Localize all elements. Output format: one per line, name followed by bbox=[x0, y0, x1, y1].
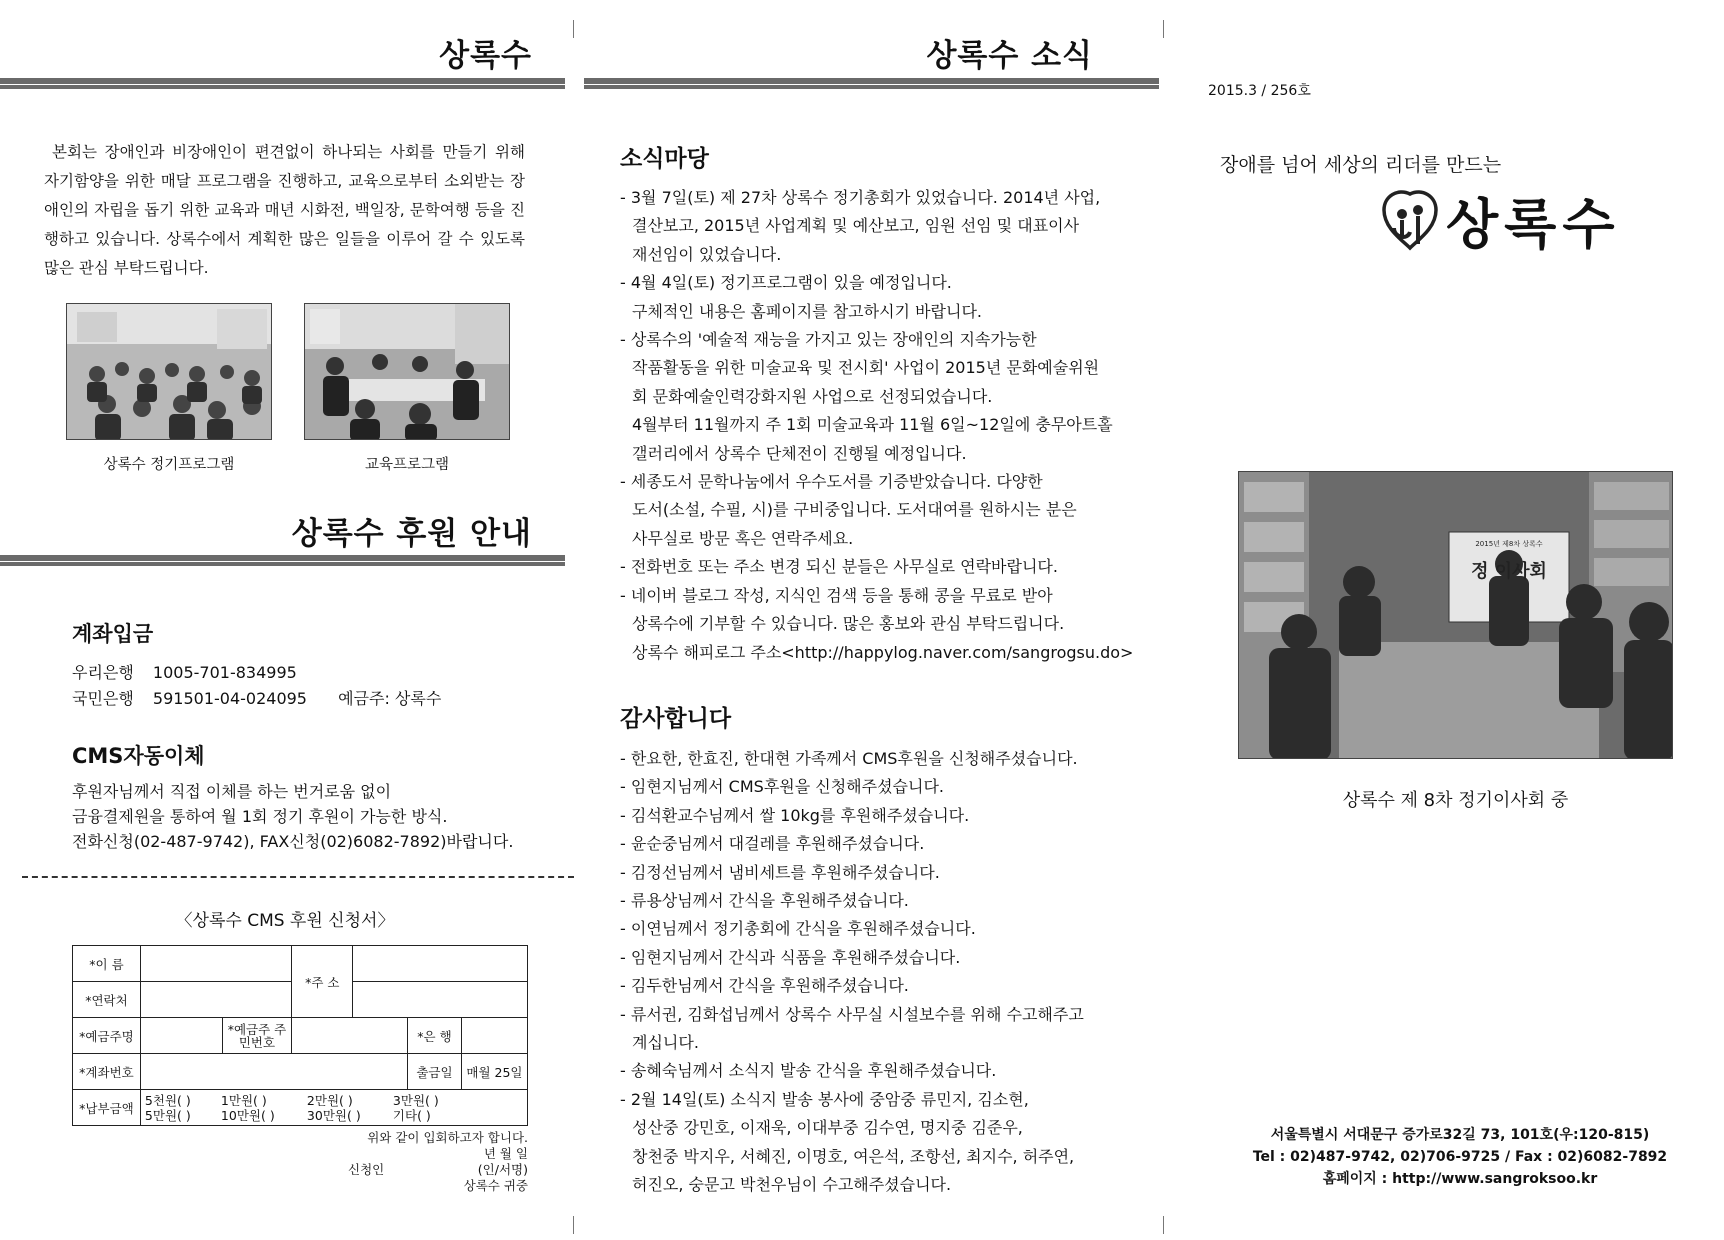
thanks-item: - 이연님께서 정기총회에 간식을 후원해주셨습니다. bbox=[620, 919, 976, 939]
account-row bbox=[72, 686, 441, 709]
meeting-sign: 정 이사회 bbox=[1471, 561, 1547, 582]
form-label: *주 소 bbox=[292, 946, 353, 1018]
amount-option[interactable]: 3만원( ) bbox=[392, 1092, 439, 1108]
form-label: *이 름 bbox=[73, 946, 141, 982]
news-item: 4월부터 11월까지 주 1회 미술교육과 11월 6일~12일에 충무아트홀 bbox=[632, 415, 1113, 435]
withdraw-day: 매월 25일 bbox=[461, 1054, 527, 1090]
sign-line: 상록수 귀중 bbox=[463, 1178, 528, 1193]
cms-line: 후원자님께서 직접 이체를 하는 번거로움 없이 bbox=[72, 782, 392, 801]
bank-field[interactable] bbox=[461, 1018, 527, 1054]
contact-field[interactable] bbox=[140, 982, 291, 1018]
panel-title: 상록수 소식 bbox=[926, 38, 1093, 74]
amount-option[interactable]: 5천원( ) bbox=[144, 1092, 191, 1108]
thanks-item: - 류서권, 김화섭님께서 상록수 사무실 시설보수를 위해 수고해주고 bbox=[620, 1004, 1084, 1024]
thanks-item: - 김석환교수님께서 쌀 10kg를 후원해주셨습니다. bbox=[620, 805, 970, 825]
cms-heading: CMS자동이체 bbox=[72, 744, 205, 768]
photo-image bbox=[305, 304, 510, 440]
thanks-item: - 윤순중님께서 대걸레를 후원해주셨습니다. bbox=[620, 834, 925, 854]
account-number: 1005-701-834995 bbox=[152, 663, 297, 682]
photo-caption: 상록수 제 8차 정기이사회 중 bbox=[1342, 790, 1569, 811]
thanks-item: 창천중 박지우, 서혜진, 이명호, 여은석, 조항선, 최지수, 허주연, bbox=[632, 1146, 1075, 1166]
photo-board-meeting bbox=[1238, 471, 1673, 759]
form-label: 출금일 bbox=[407, 1054, 461, 1090]
address-field-2[interactable] bbox=[353, 982, 528, 1018]
thanks-item: 허진오, 숭문고 박천우님이 수고해주셨습니다. bbox=[632, 1175, 952, 1195]
news-item: - 3월 7일(토) 제 27차 상록수 정기총회가 있었습니다. 2014년 사업, bbox=[620, 188, 1101, 207]
thanks-item: - 김정선님께서 냄비세트를 후원해주셨습니다. bbox=[620, 862, 940, 882]
sign-line-row bbox=[268, 1162, 528, 1178]
news-item: - 전화번호 또는 주소 변경 되신 분들은 사무실로 연락바랍니다. bbox=[620, 557, 1058, 577]
contact-line: Tel : 02)487-9742, 02)706-9725 / Fax : 02)6082-7892 bbox=[1252, 1149, 1668, 1165]
account-heading: 계좌입금 bbox=[72, 622, 154, 646]
news-item: 상록수에 기부할 수 있습니다. 많은 홍보와 관심 부탁드립니다. bbox=[632, 614, 1065, 634]
news-item: - 상록수의 '예술적 재능을 가지고 있는 장애인의 지속가능한 bbox=[620, 330, 1037, 350]
crop-mark bbox=[573, 20, 574, 38]
applicant-label: 신청인 bbox=[348, 1162, 385, 1177]
depositor-id-field[interactable] bbox=[292, 1018, 408, 1054]
sign-block bbox=[268, 1130, 528, 1194]
address-block bbox=[1220, 1124, 1700, 1190]
name-field[interactable] bbox=[140, 946, 291, 982]
news-list bbox=[620, 184, 1140, 667]
amount-options[interactable] bbox=[140, 1090, 527, 1126]
news-item: 재선임이 있었습니다. bbox=[632, 244, 782, 264]
amount-option[interactable]: 기타( ) bbox=[392, 1107, 431, 1123]
form-label: *납부금액 bbox=[73, 1090, 141, 1126]
support-title: 상록수 후원 안내 bbox=[291, 516, 532, 552]
thanks-item: - 임현지님께서 간식과 식품을 후원해주셨습니다. bbox=[620, 947, 961, 967]
amount-option[interactable]: 30만원( ) bbox=[306, 1107, 361, 1123]
form-label: *예금주명 bbox=[73, 1018, 141, 1054]
panel-left bbox=[0, 0, 570, 1240]
news-heading: 소식마당 bbox=[620, 146, 709, 172]
form-label: *은 행 bbox=[407, 1018, 461, 1054]
photo-caption: 교육프로그램 bbox=[364, 457, 450, 473]
form-title: 〈상록수 CMS 후원 신청서〉 bbox=[175, 911, 395, 931]
photo-caption: 상록수 정기프로그램 bbox=[103, 457, 235, 473]
thanks-item: 계십니다. bbox=[632, 1033, 699, 1053]
thanks-item: - 임현지님께서 CMS후원을 신청해주셨습니다. bbox=[620, 777, 945, 797]
cms-line: 금융결제원을 통하여 월 1회 정기 후원이 가능한 방식. bbox=[72, 807, 448, 826]
panel-right bbox=[1160, 0, 1724, 1240]
amount-option[interactable]: 10만원( ) bbox=[220, 1107, 275, 1123]
bank-name: 국민은행 bbox=[72, 689, 134, 708]
news-item: 도서(소설, 수필, 시)를 구비중입니다. 도서대여를 원하시는 분은 bbox=[632, 500, 1077, 520]
logo-text: 상록수 bbox=[1446, 193, 1621, 256]
news-item: 갤러리에서 상록수 단체전이 진행될 예정입니다. bbox=[632, 443, 967, 463]
address-field[interactable] bbox=[353, 946, 528, 982]
cms-application-form bbox=[72, 945, 528, 1126]
title-bar bbox=[0, 78, 565, 89]
cms-line: 전화신청(02-487-9742), FAX신청(02)6082-7892)바랍니다. bbox=[72, 832, 514, 851]
photo-regular-program bbox=[66, 303, 272, 440]
photo-image bbox=[1239, 472, 1673, 759]
news-item: - 4월 4일(토) 정기프로그램이 있을 예정입니다. bbox=[620, 273, 952, 293]
amount-option[interactable]: 1만원( ) bbox=[220, 1092, 267, 1108]
address-line: 서울특별시 서대문구 증가로32길 73, 101호(우:120-815) bbox=[1270, 1127, 1650, 1143]
homepage-line[interactable]: 홈페이지 : http://www.sangroksoo.kr bbox=[1322, 1171, 1598, 1187]
news-item: 회 문화예술인력강화지원 사업으로 선정되었습니다. bbox=[632, 386, 993, 406]
account-holder: 예금주: 상록수 bbox=[338, 689, 442, 708]
news-item: - 네이버 블로그 작성, 지식인 검색 등을 통해 콩을 무료로 받아 bbox=[620, 585, 1053, 605]
thanks-heading: 감사합니다 bbox=[620, 706, 732, 732]
thanks-item: 성산중 강민호, 이재욱, 이대부중 김수연, 명지중 김준우, bbox=[632, 1118, 1023, 1138]
depositor-field[interactable] bbox=[140, 1018, 222, 1054]
issue-number: 2015.3 / 256호 bbox=[1208, 83, 1311, 99]
crop-mark bbox=[573, 1216, 574, 1234]
news-item: 작품활동을 위한 미술교육 및 전시회' 사업이 2015년 문화예술위원 bbox=[632, 358, 1100, 378]
photo-image bbox=[67, 304, 272, 440]
panel-middle bbox=[575, 0, 1155, 1240]
thanks-item: - 송혜숙님께서 소식지 발송 간식을 후원해주셨습니다. bbox=[620, 1061, 997, 1081]
form-label: *연락처 bbox=[73, 982, 141, 1018]
sign-line: 위와 같이 입회하고자 합니다. bbox=[367, 1130, 528, 1145]
title-bar bbox=[0, 555, 565, 566]
form-label: *계좌번호 bbox=[73, 1054, 141, 1090]
account-number-field[interactable] bbox=[140, 1054, 407, 1090]
sign-line: 년 월 일 bbox=[483, 1146, 528, 1161]
thanks-list bbox=[620, 745, 1140, 1200]
intro-text: 본회는 장애인과 비장애인이 편견없이 하나되는 사회를 만들기 위해 자기함양을 위한 매달 프로그램을 진행하고, 교육으로부터 소외받는 장애인의 자립을 돕기 위한 교육과 매년 시화전, 백일장, 문학여행 등을 진행하고 있습니다. 상록수에서 계획한 많은 일들을 이루어 갈 수 있도록 많은 관심 부탁드립니다. bbox=[44, 143, 525, 277]
logo-mark-icon bbox=[1380, 188, 1440, 254]
thanks-item: - 류용상님께서 간식을 후원해주셨습니다. bbox=[620, 891, 909, 911]
cut-line bbox=[22, 876, 574, 878]
news-item: 상록수 해피로그 주소<http://happylog.naver.com/sangrogsu.do> bbox=[632, 642, 1134, 662]
news-item: 사무실로 방문 혹은 연락주세요. bbox=[632, 528, 854, 548]
thanks-item: - 한요한, 한효진, 한대현 가족께서 CMS후원을 신청해주셨습니다. bbox=[620, 749, 1078, 768]
meeting-sign-small: 2015년 제8차 상록수 bbox=[1475, 540, 1543, 548]
account-row bbox=[72, 660, 297, 683]
photo-education-program bbox=[304, 303, 510, 440]
form-label: *예금주 주민번호 bbox=[222, 1018, 292, 1054]
amount-option[interactable]: 5만원( ) bbox=[144, 1107, 191, 1123]
slogan: 장애를 넘어 세상의 리더를 만드는 bbox=[1220, 154, 1502, 176]
news-item: 결산보고, 2015년 사업계획 및 예산보고, 임원 선임 및 대표이사 bbox=[632, 216, 1080, 236]
account-number: 591501-04-024095 bbox=[152, 689, 307, 708]
title-bar bbox=[584, 78, 1159, 89]
amount-option[interactable]: 2만원( ) bbox=[306, 1092, 353, 1108]
news-item: - 세종도서 문학나눔에서 우수도서를 기증받았습니다. 다양한 bbox=[620, 472, 1043, 492]
sign-line: (인/서명) bbox=[477, 1162, 528, 1177]
bank-name: 우리은행 bbox=[72, 663, 134, 682]
logo bbox=[1380, 182, 1621, 259]
thanks-item: - 김두한님께서 간식을 후원해주셨습니다. bbox=[620, 976, 909, 996]
news-item: 구체적인 내용은 홈페이지를 참고하시기 바랍니다. bbox=[632, 301, 983, 321]
thanks-item: - 2월 14일(토) 소식지 발송 봉사에 중암중 류민지, 김소현, bbox=[620, 1089, 1029, 1109]
panel-title: 상록수 bbox=[439, 38, 532, 74]
